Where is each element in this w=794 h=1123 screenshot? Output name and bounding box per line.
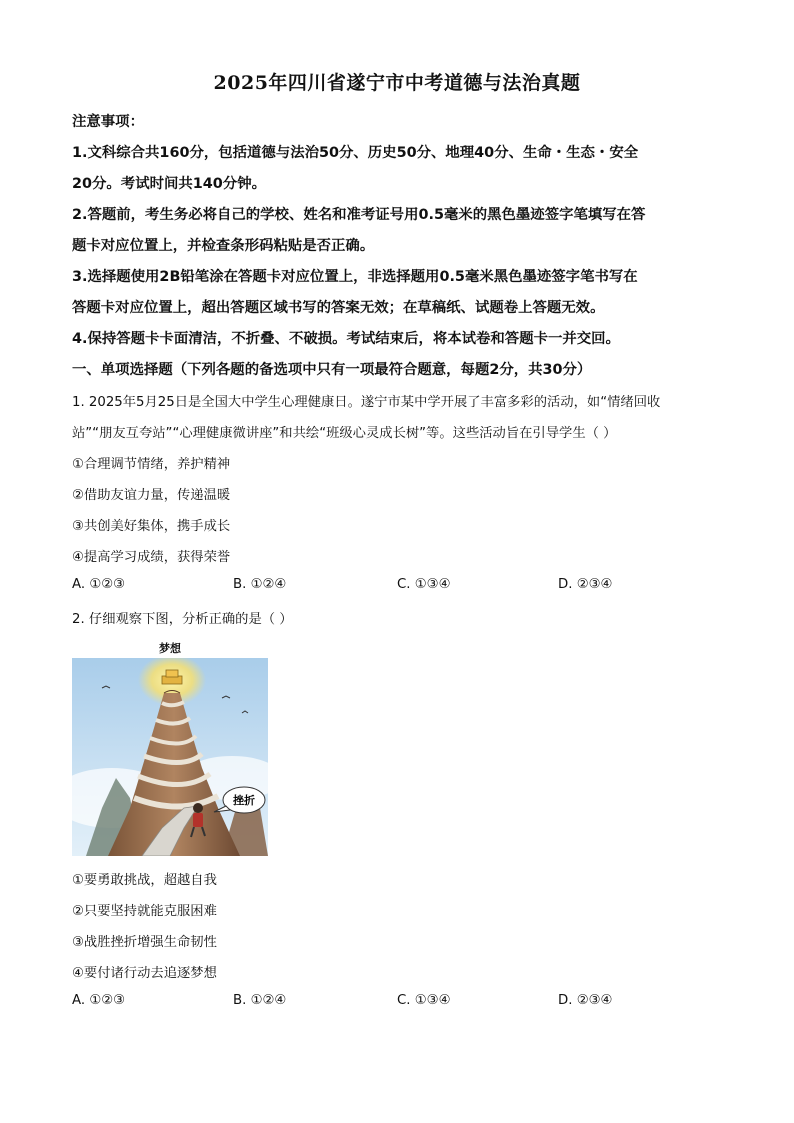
section-heading: 一、单项选择题（下列各题的备选项中只有一项最符合题意，每题2分，共30分） xyxy=(72,362,592,378)
option-c: C. ①③④ xyxy=(397,577,451,592)
notice-line: 题卡对应位置上，并检查条形码粘贴是否正确。 xyxy=(72,238,375,254)
page-title: 2025年四川省遂宁市中考道德与法治真题 xyxy=(213,72,581,94)
notice-line: 1.文科综合共160分，包括道德与法治50分、历史50分、地理40分、生命・生态・安全 xyxy=(72,145,639,161)
statement-item: ①要勇敢挑战，超越自我 xyxy=(72,873,217,888)
question-stem: 2. 仔细观察下图，分析正确的是（ ） xyxy=(72,612,293,627)
climber-head xyxy=(193,803,203,813)
option-a: A. ①②③ xyxy=(72,577,126,592)
option-d: D. ②③④ xyxy=(558,577,613,592)
notice-line: 4.保持答题卡卡面清洁，不折叠、不破损。考试结束后，将本试卷和答题卡一并交回。 xyxy=(72,331,620,347)
statement-item: ④要付诸行动去追逐梦想 xyxy=(72,966,217,981)
option-b: B. ①②④ xyxy=(233,993,287,1008)
figure-caption: 梦想 xyxy=(159,642,181,655)
question-stem: 1. 2025年5月25日是全国大中学生心理健康日。遂宁市某中学开展了丰富多彩的活动，如“情绪回收 xyxy=(72,395,661,410)
option-d: D. ②③④ xyxy=(558,993,613,1008)
statement-item: ③战胜挫折增强生命韧性 xyxy=(72,935,217,950)
statement-item: ②借助友谊力量，传递温暖 xyxy=(72,488,231,503)
cartoon-figure xyxy=(72,640,268,856)
option-a: A. ①②③ xyxy=(72,993,126,1008)
question-stem: 站”“朋友互夸站”“心理健康微讲座”和共绘“班级心灵成长树”等。这些活动旨在引导学生（ ） xyxy=(72,426,617,441)
notice-line: 2.答题前，考生务必将自己的学校、姓名和准考证号用0.5毫米的黑色墨迹签字笔填写在答 xyxy=(72,207,646,223)
notice-line: 答题卡对应位置上，超出答题区域书写的答案无效；在草稿纸、试题卷上答题无效。 xyxy=(72,300,605,316)
notice-line: 3.选择题使用2B铅笔涂在答题卡对应位置上，非选择题用0.5毫米黑色墨迹签字笔书写在 xyxy=(72,269,638,285)
statement-item: ①合理调节情绪，养护精神 xyxy=(72,457,231,472)
option-b: B. ①②④ xyxy=(233,577,287,592)
notice-line: 20分。考试时间共140分钟。 xyxy=(72,176,266,192)
notice-heading: 注意事项： xyxy=(72,114,144,130)
mountain-cartoon xyxy=(72,658,268,856)
statement-item: ②只要坚持就能克服困难 xyxy=(72,904,217,919)
statement-item: ③共创美好集体，携手成长 xyxy=(72,519,231,534)
climber-icon xyxy=(193,813,203,827)
frustration-label: 挫折 xyxy=(233,794,255,807)
option-c: C. ①③④ xyxy=(397,993,451,1008)
statement-item: ④提高学习成绩，获得荣誉 xyxy=(72,550,231,565)
